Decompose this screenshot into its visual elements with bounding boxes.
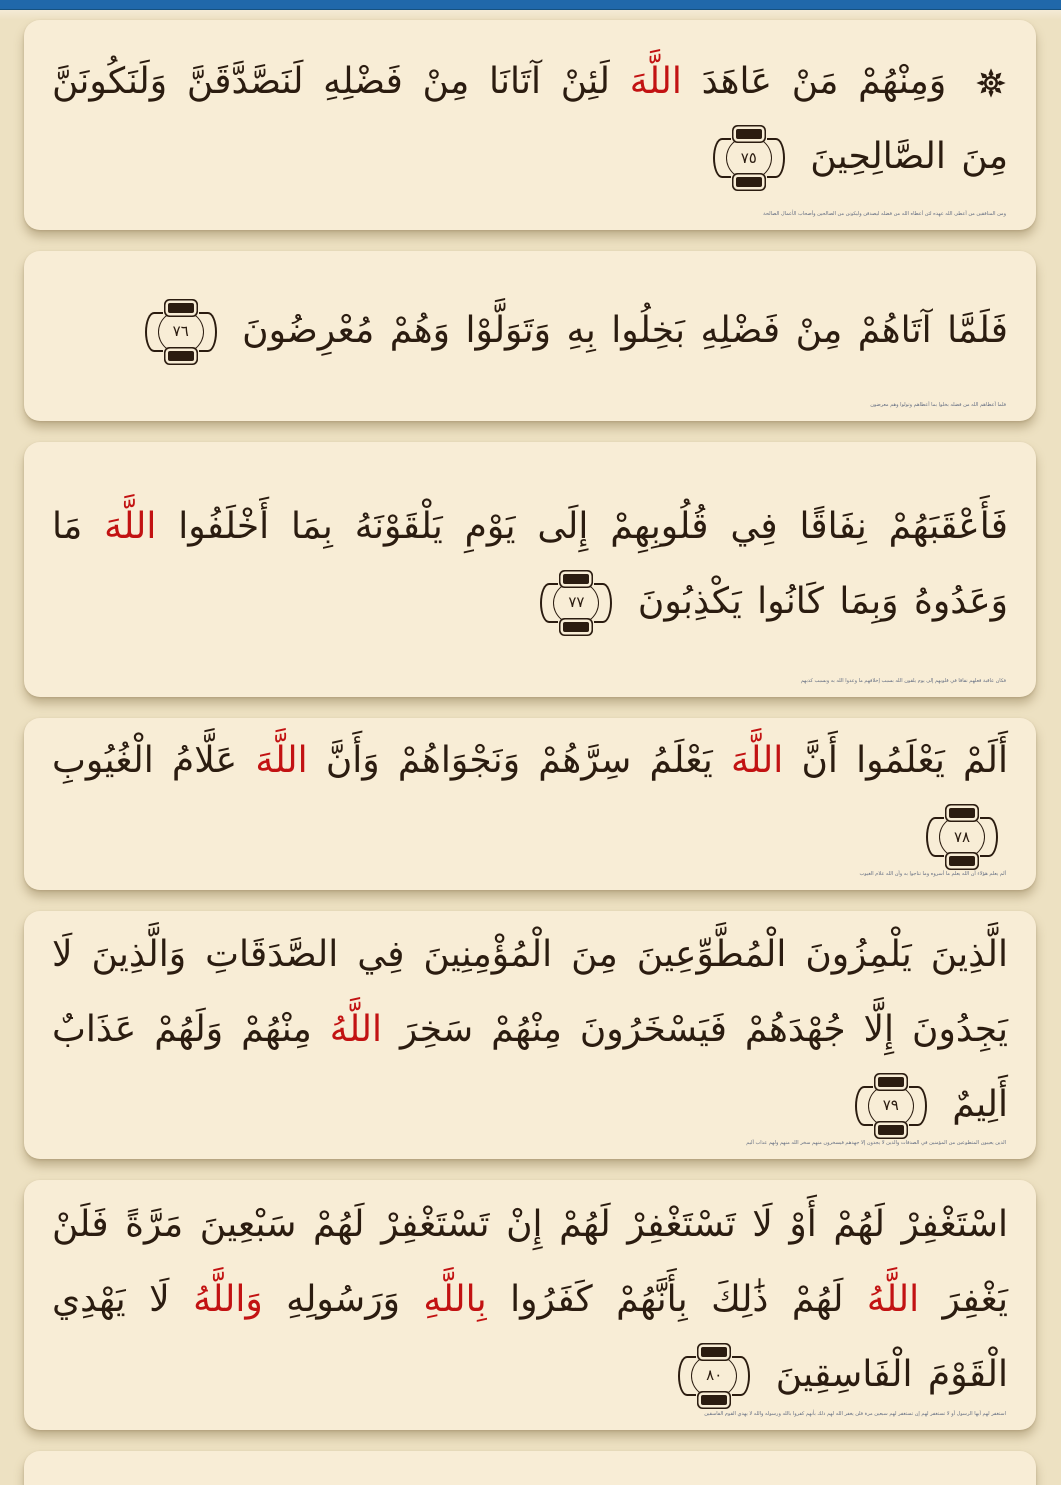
ayah-text-segment: مَا وَعَدُوهُ وَبِمَا كَانُوا يَكْذِبُونَ xyxy=(52,505,1008,622)
ayah-text-segment: وَرَسُولِهِ xyxy=(286,1278,400,1320)
ayah-text-segment: اسْتَغْفِرْ لَهُمْ أَوْ لَا تَسْتَغْفِرْ لَهُمْ إِنْ تَسْتَغْفِرْ لَهُمْ سَبْعِينَ مَرَّةً فَلَنْ يَغْفِرَ xyxy=(52,1203,1008,1320)
ayah-text-segment: أَلَمْ يَعْلَمُوا أَنَّ xyxy=(801,740,1008,781)
ayah-text-segment: فَلَمَّا آتَاهُمْ مِنْ فَضْلِهِ بَخِلُوا بِهِ وَتَوَلَّوْا وَهُمْ مُعْرِضُونَ xyxy=(242,309,1008,351)
allah-word-highlight: اللَّهَ xyxy=(731,740,784,781)
ayah-number-medallion xyxy=(542,576,610,630)
ayah-card[interactable] xyxy=(24,251,1036,421)
allah-word-highlight: وَاللَّهُ xyxy=(193,1278,263,1320)
ayah-card-partial[interactable] xyxy=(24,1451,1036,1485)
ayah-card[interactable] xyxy=(24,442,1036,697)
ayah-card[interactable] xyxy=(24,718,1036,890)
ayah-text xyxy=(52,489,1008,639)
ayah-number-medallion xyxy=(928,810,996,864)
ayah-text-segment: مِنْهُمْ وَلَهُمْ عَذَابٌ أَلِيمٌ xyxy=(52,1008,1008,1125)
ayah-text-segment: عَلَّامُ الْغُيُوبِ xyxy=(52,740,238,781)
ayah-footnote: الذين يعيبون المتطوعين من المؤمنين في الصدقات والذين لا يجدون إلا جهدهم فيسخرون منهم سخر الله منهم ولهم عذاب أليم xyxy=(746,1140,1006,1146)
ayah-text-segment: الَّذِينَ يَلْمِزُونَ الْمُطَّوِّعِينَ مِنَ الْمُؤْمِنِينَ فِي الصَّدَقَاتِ وَالَّذِينَ لَا يَجِدُونَ إِلَّا جُهْدَهُمْ فَيَسْخَرُونَ مِنْهُمْ سَخِرَ xyxy=(52,933,1008,1050)
allah-word-highlight: اللَّهُ xyxy=(329,1008,382,1050)
ayah-text-segment: لَهُمْ ذَٰلِكَ بِأَنَّهُمْ كَفَرُوا xyxy=(510,1278,844,1320)
ayah-number-medallion xyxy=(715,131,783,185)
ayah-footnote: فلما أعطاهم الله من فضله بخلوا بما أعطاهم وتولوا وهم معرضون xyxy=(870,402,1006,408)
ayah-number-medallion xyxy=(857,1079,925,1133)
ayah-number: ٧٨ xyxy=(953,827,971,846)
ayah-text xyxy=(52,723,1008,873)
ayah-card[interactable] xyxy=(24,1180,1036,1430)
ayah-card-list xyxy=(0,20,1061,1485)
ayah-text-segment: وَمِنْهُمْ مَنْ عَاهَدَ xyxy=(701,61,947,102)
ayah-number: ٧٧ xyxy=(568,593,585,611)
ayah-footnote: ألم يعلم هؤلاء أن الله يعلم ما أسروه وما تناجوا به وأن الله علام الغيوب xyxy=(859,871,1006,877)
ayah-text xyxy=(52,917,1008,1142)
ayah-number: ٧٩ xyxy=(882,1096,899,1114)
ayah-number: ٧٥ xyxy=(740,148,757,167)
ayah-number-medallion xyxy=(680,1349,748,1403)
ayah-text-segment: لَا يَهْدِي الْقَوْمَ الْفَاسِقِينَ xyxy=(52,1278,1008,1395)
ayah-footnote: ومن المنافقين من أعطى الله عهده لئن أعطاه الله من فضله ليصدقن وليكونن من الصالحين وأصحاب الأعمال الصالحة xyxy=(763,211,1006,217)
top-accent-bar xyxy=(0,0,1061,10)
ayah-text-segment: لَئِنْ آتَانَا مِنْ فَضْلِهِ لَنَصَّدَّقَنَّ وَلَنَكُونَنَّ مِنَ الصَّالِحِينَ xyxy=(52,61,1008,177)
allah-word-highlight: اللَّهُ xyxy=(866,1278,920,1320)
ayah-card[interactable] xyxy=(24,911,1036,1159)
ayah-number-medallion xyxy=(147,305,215,359)
allah-word-highlight: اللَّهَ xyxy=(104,505,157,547)
ayah-footnote: استغفر لهم أيها الرسول أو لا تستغفر لهم إن تستغفر لهم سبعين مرة فلن يغفر الله لهم ذلك بأنهم كفروا بالله ورسوله والله لا يهدي القوم الفاسقين xyxy=(704,1411,1006,1417)
ayah-text-segment: يَعْلَمُ سِرَّهُمْ وَنَجْوَاهُمْ وَأَنَّ xyxy=(325,740,713,781)
ayah-text xyxy=(52,1187,1008,1412)
ayah-text xyxy=(52,44,1008,194)
ayah-number: ٨٠ xyxy=(706,1366,723,1384)
rub-el-hizb-icon xyxy=(974,66,1008,100)
top-gradient-band xyxy=(0,10,1061,20)
allah-word-highlight: اللَّهَ xyxy=(255,740,308,781)
ayah-footnote: فكان عاقبة فعلهم نفاقا في قلوبهم إلى يوم يلقون الله بسبب إخلافهم ما وعدوا الله به وبسبب كذبهم xyxy=(800,678,1006,684)
ayah-card[interactable] xyxy=(24,20,1036,230)
allah-word-highlight: بِاللَّهِ xyxy=(423,1278,487,1320)
allah-word-highlight: اللَّهَ xyxy=(629,61,682,102)
ayah-number: ٧٦ xyxy=(172,322,189,340)
ayah-text xyxy=(52,293,1008,368)
ayah-text-segment: فَأَعْقَبَهُمْ نِفَاقًا فِي قُلُوبِهِمْ إِلَى يَوْمِ يَلْقَوْنَهُ بِمَا أَخْلَفُوا xyxy=(178,505,1008,547)
